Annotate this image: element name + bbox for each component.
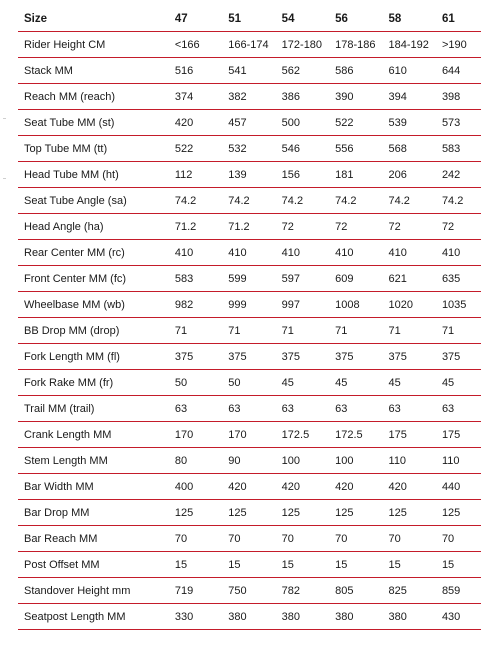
row-label: Seatpost Length MM — [18, 604, 169, 630]
table-cell: 410 — [383, 240, 436, 266]
table-cell: 74.2 — [436, 188, 481, 214]
table-cell: 74.2 — [222, 188, 275, 214]
table-cell: 586 — [329, 58, 382, 84]
row-label: Standover Height mm — [18, 578, 169, 604]
table-cell: 184-192 — [383, 32, 436, 58]
table-cell: 100 — [276, 448, 329, 474]
table-row — [18, 526, 481, 552]
table-cell: <166 — [169, 32, 222, 58]
scroll-edge-mark — [3, 118, 6, 119]
table-row — [18, 214, 481, 240]
table-cell: 375 — [436, 344, 481, 370]
table-cell: 750 — [222, 578, 275, 604]
table-cell: 375 — [169, 344, 222, 370]
table-row — [18, 292, 481, 318]
table-cell: 45 — [383, 370, 436, 396]
header-cell-56: 56 — [329, 6, 382, 32]
table-row — [18, 162, 481, 188]
table-cell: 72 — [436, 214, 481, 240]
table-cell: 420 — [329, 474, 382, 500]
row-label: BB Drop MM (drop) — [18, 318, 169, 344]
table-cell: 400 — [169, 474, 222, 500]
row-label: Post Offset MM — [18, 552, 169, 578]
table-cell: 70 — [169, 526, 222, 552]
table-row — [18, 240, 481, 266]
table-cell: 172-180 — [276, 32, 329, 58]
table-header — [18, 6, 481, 32]
row-label: Bar Drop MM — [18, 500, 169, 526]
table-cell: 410 — [436, 240, 481, 266]
table-row — [18, 266, 481, 292]
table-cell: 70 — [276, 526, 329, 552]
table-cell: 71 — [329, 318, 382, 344]
row-label: Reach MM (reach) — [18, 84, 169, 110]
table-cell: 125 — [222, 500, 275, 526]
table-cell: 63 — [383, 396, 436, 422]
table-cell: 50 — [222, 370, 275, 396]
table-body — [18, 32, 481, 630]
table-cell: 178-186 — [329, 32, 382, 58]
table-cell: 386 — [276, 84, 329, 110]
table-cell: 546 — [276, 136, 329, 162]
table-cell: 74.2 — [329, 188, 382, 214]
table-cell: 380 — [276, 604, 329, 630]
table-cell: 15 — [436, 552, 481, 578]
table-row — [18, 604, 481, 630]
table-cell: 90 — [222, 448, 275, 474]
table-cell: 72 — [329, 214, 382, 240]
table-cell: 15 — [276, 552, 329, 578]
row-label: Wheelbase MM (wb) — [18, 292, 169, 318]
table-cell: 242 — [436, 162, 481, 188]
table-cell: 125 — [436, 500, 481, 526]
table-cell: 74.2 — [169, 188, 222, 214]
table-cell: 420 — [276, 474, 329, 500]
table-cell: 522 — [169, 136, 222, 162]
table-cell: 380 — [222, 604, 275, 630]
table-cell: 110 — [383, 448, 436, 474]
table-cell: 112 — [169, 162, 222, 188]
table-cell: 573 — [436, 110, 481, 136]
header-cell-47: 47 — [169, 6, 222, 32]
table-cell: 398 — [436, 84, 481, 110]
table-cell: 206 — [383, 162, 436, 188]
table-row — [18, 474, 481, 500]
header-cell-size: Size — [18, 6, 169, 32]
table-cell: 999 — [222, 292, 275, 318]
table-row — [18, 448, 481, 474]
table-cell: 382 — [222, 84, 275, 110]
table-cell: 15 — [222, 552, 275, 578]
table-cell: 644 — [436, 58, 481, 84]
table-cell: 72 — [276, 214, 329, 240]
table-cell: 15 — [383, 552, 436, 578]
table-cell: 125 — [276, 500, 329, 526]
table-cell: 516 — [169, 58, 222, 84]
table-cell: 74.2 — [383, 188, 436, 214]
table-cell: 63 — [169, 396, 222, 422]
table-cell: 70 — [222, 526, 275, 552]
scroll-edge-mark — [3, 178, 6, 179]
table-cell: 1035 — [436, 292, 481, 318]
table-cell: 430 — [436, 604, 481, 630]
table-cell: 859 — [436, 578, 481, 604]
row-label: Fork Length MM (fl) — [18, 344, 169, 370]
table-cell: 70 — [383, 526, 436, 552]
table-cell: 172.5 — [329, 422, 382, 448]
table-cell: 597 — [276, 266, 329, 292]
table-cell: 15 — [329, 552, 382, 578]
row-label: Head Angle (ha) — [18, 214, 169, 240]
table-cell: 71 — [436, 318, 481, 344]
table-row — [18, 396, 481, 422]
table-row — [18, 578, 481, 604]
row-label: Fork Rake MM (fr) — [18, 370, 169, 396]
row-label: Front Center MM (fc) — [18, 266, 169, 292]
table-row — [18, 552, 481, 578]
table-cell: 172.5 — [276, 422, 329, 448]
table-row — [18, 84, 481, 110]
table-cell: 390 — [329, 84, 382, 110]
table-cell: 71 — [276, 318, 329, 344]
table-cell: 156 — [276, 162, 329, 188]
table-row — [18, 344, 481, 370]
table-cell: 610 — [383, 58, 436, 84]
header-cell-51: 51 — [222, 6, 275, 32]
table-cell: 375 — [276, 344, 329, 370]
table-row — [18, 500, 481, 526]
table-cell: 175 — [436, 422, 481, 448]
row-label: Trail MM (trail) — [18, 396, 169, 422]
table-cell: 181 — [329, 162, 382, 188]
table-cell: 562 — [276, 58, 329, 84]
table-cell: 110 — [436, 448, 481, 474]
table-cell: 139 — [222, 162, 275, 188]
table-cell: 74.2 — [276, 188, 329, 214]
table-cell: 375 — [222, 344, 275, 370]
table-cell: 375 — [329, 344, 382, 370]
table-cell: 50 — [169, 370, 222, 396]
table-cell: 1020 — [383, 292, 436, 318]
table-cell: 410 — [169, 240, 222, 266]
table-cell: 500 — [276, 110, 329, 136]
table-cell: 394 — [383, 84, 436, 110]
table-cell: 45 — [436, 370, 481, 396]
table-cell: 166-174 — [222, 32, 275, 58]
table-cell: 420 — [383, 474, 436, 500]
table-cell: 583 — [169, 266, 222, 292]
table-row — [18, 58, 481, 84]
table-cell: 410 — [222, 240, 275, 266]
table-cell: 825 — [383, 578, 436, 604]
table-cell: 80 — [169, 448, 222, 474]
table-cell: 15 — [169, 552, 222, 578]
table-cell: 532 — [222, 136, 275, 162]
table-cell: 457 — [222, 110, 275, 136]
table-cell: 175 — [383, 422, 436, 448]
table-cell: 71.2 — [222, 214, 275, 240]
table-cell: 982 — [169, 292, 222, 318]
table-cell: 380 — [329, 604, 382, 630]
table-cell: 125 — [383, 500, 436, 526]
table-cell: 719 — [169, 578, 222, 604]
table-cell: 556 — [329, 136, 382, 162]
table-cell: 621 — [383, 266, 436, 292]
table-row — [18, 188, 481, 214]
row-label: Stack MM — [18, 58, 169, 84]
header-row — [18, 6, 481, 32]
table-cell: 70 — [436, 526, 481, 552]
row-label: Bar Width MM — [18, 474, 169, 500]
row-label: Stem Length MM — [18, 448, 169, 474]
table-row — [18, 370, 481, 396]
table-cell: 374 — [169, 84, 222, 110]
table-cell: 410 — [276, 240, 329, 266]
table-cell: 170 — [222, 422, 275, 448]
table-cell: 63 — [222, 396, 275, 422]
table-row — [18, 318, 481, 344]
table-row — [18, 32, 481, 58]
geometry-table — [18, 6, 481, 630]
row-label: Rear Center MM (rc) — [18, 240, 169, 266]
table-cell: 782 — [276, 578, 329, 604]
row-label: Seat Tube MM (st) — [18, 110, 169, 136]
table-cell: 380 — [383, 604, 436, 630]
table-row — [18, 110, 481, 136]
row-label: Head Tube MM (ht) — [18, 162, 169, 188]
table-cell: 599 — [222, 266, 275, 292]
table-cell: 45 — [276, 370, 329, 396]
row-label: Bar Reach MM — [18, 526, 169, 552]
row-label: Seat Tube Angle (sa) — [18, 188, 169, 214]
table-cell: 100 — [329, 448, 382, 474]
header-cell-54: 54 — [276, 6, 329, 32]
table-cell: 997 — [276, 292, 329, 318]
table-cell: 71 — [383, 318, 436, 344]
header-cell-58: 58 — [383, 6, 436, 32]
table-cell: 522 — [329, 110, 382, 136]
table-cell: 635 — [436, 266, 481, 292]
table-cell: 541 — [222, 58, 275, 84]
table-cell: 63 — [329, 396, 382, 422]
table-cell: 63 — [276, 396, 329, 422]
table-cell: 71 — [222, 318, 275, 344]
table-cell: 539 — [383, 110, 436, 136]
table-row — [18, 136, 481, 162]
table-cell: 45 — [329, 370, 382, 396]
table-cell: 70 — [329, 526, 382, 552]
header-cell-61: 61 — [436, 6, 481, 32]
table-cell: 125 — [169, 500, 222, 526]
table-cell: 568 — [383, 136, 436, 162]
table-cell: 63 — [436, 396, 481, 422]
table-cell: 71.2 — [169, 214, 222, 240]
row-label: Rider Height CM — [18, 32, 169, 58]
table-cell: 375 — [383, 344, 436, 370]
table-cell: 330 — [169, 604, 222, 630]
table-cell: 170 — [169, 422, 222, 448]
table-cell: 71 — [169, 318, 222, 344]
table-cell: 410 — [329, 240, 382, 266]
table-cell: >190 — [436, 32, 481, 58]
table-cell: 583 — [436, 136, 481, 162]
table-cell: 1008 — [329, 292, 382, 318]
table-cell: 125 — [329, 500, 382, 526]
row-label: Crank Length MM — [18, 422, 169, 448]
row-label: Top Tube MM (tt) — [18, 136, 169, 162]
table-cell: 609 — [329, 266, 382, 292]
table-row — [18, 422, 481, 448]
table-cell: 72 — [383, 214, 436, 240]
table-cell: 440 — [436, 474, 481, 500]
table-cell: 420 — [222, 474, 275, 500]
table-cell: 420 — [169, 110, 222, 136]
table-cell: 805 — [329, 578, 382, 604]
